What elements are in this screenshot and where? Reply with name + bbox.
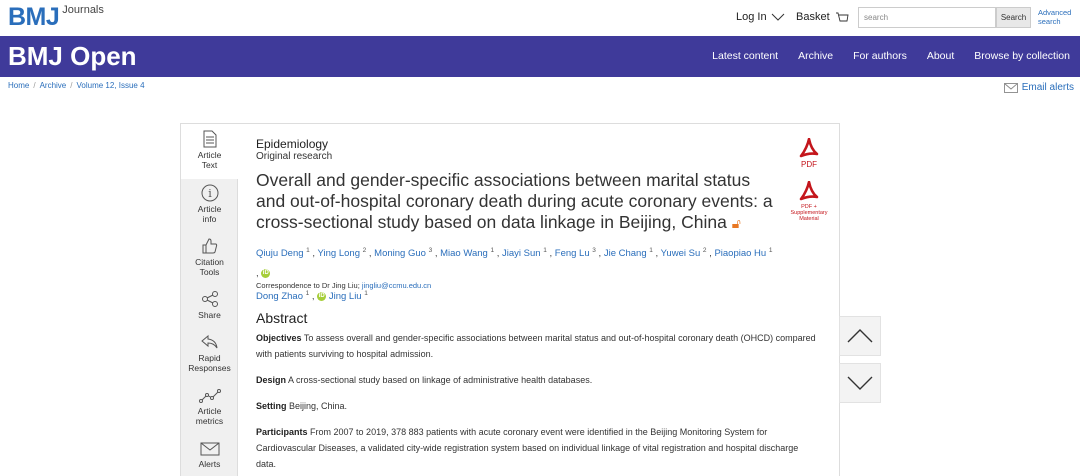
scroll-down-button[interactable]: [839, 363, 881, 403]
envelope-icon: [200, 441, 220, 457]
pdf-supplementary-link[interactable]: [783, 181, 835, 222]
metrics-icon: [199, 388, 221, 404]
abstract-section-text: Beijing, China.: [286, 401, 348, 411]
envelope-icon: [1004, 83, 1018, 93]
article-subject: Epidemiology: [256, 137, 329, 151]
bmj-logo[interactable]: [8, 2, 104, 32]
info-icon: [201, 184, 219, 202]
author-affiliation: 1: [305, 290, 310, 298]
tab-label: Article: [197, 406, 222, 416]
tab-share[interactable]: [181, 290, 238, 320]
author-affiliation: 3: [428, 247, 433, 254]
abstract-section: [256, 424, 816, 472]
author-affiliation: 1: [649, 247, 653, 254]
pdf-label: PDF: [801, 160, 817, 169]
pdf-download-link[interactable]: [783, 138, 835, 169]
open-access-icon: 🔓︎: [731, 215, 741, 231]
breadcrumb-volume[interactable]: Volume 12, Issue 4: [76, 81, 145, 90]
journal-title[interactable]: BMJ Open: [8, 41, 137, 71]
tab-label: Alerts: [198, 459, 221, 469]
tab-article-info[interactable]: [181, 184, 238, 224]
author-link[interactable]: Miao Wang: [440, 248, 488, 260]
tab-label: Share: [198, 310, 221, 320]
breadcrumb-separator: /: [70, 81, 73, 90]
correspondence: [256, 281, 431, 290]
pdf-icon: [799, 138, 819, 160]
tab-label: Article: [197, 150, 222, 160]
svg-text:i: i: [207, 187, 212, 200]
basket-link[interactable]: [796, 11, 849, 23]
tab-citation-tools[interactable]: [181, 237, 238, 277]
author-link[interactable]: Moning Guo: [374, 248, 426, 260]
author-link[interactable]: Piaopiao Hu: [714, 248, 767, 260]
author-link[interactable]: Feng Lu: [554, 248, 590, 260]
login-link[interactable]: [736, 11, 785, 23]
article-side-tabs: [181, 124, 238, 476]
author-affiliation: 2: [362, 247, 367, 254]
nav-about[interactable]: About: [926, 50, 955, 62]
journal-bar: [0, 36, 1080, 77]
tab-label: metrics: [195, 416, 224, 426]
author-link[interactable]: Qiuju Deng: [256, 248, 304, 260]
author-affiliation: 1: [364, 290, 368, 298]
breadcrumb-archive[interactable]: Archive: [39, 81, 67, 90]
author-affiliation: 1: [543, 247, 547, 254]
chevron-down-icon: [847, 376, 873, 390]
nav-for-authors[interactable]: For authors: [853, 50, 907, 62]
abstract-section-label: Design: [256, 375, 287, 385]
share-icon: [201, 290, 219, 308]
nav-browse-by-collection[interactable]: Browse by collection: [974, 50, 1070, 62]
abstract-heading: Abstract: [256, 310, 308, 326]
top-header: [0, 0, 1080, 36]
abstract-section-label: Objectives: [256, 333, 302, 343]
abstract-section-label: Setting: [256, 401, 287, 411]
abstract-body: [256, 330, 816, 476]
breadcrumb: [8, 81, 145, 90]
author-list: Qiuju Deng $^1$ , Ying Long $^2$ , Moning Guo $^3$ , Miao Wang $^1$ , Jiayi Sun $^1$ , Feng Lu $^3$ , Jie Chang $^1$ , Yuwei Su $^2$ , Piaopiao Hu $^1$ , iD Dong Zhao $^1$ , iD Jing Liu $^1$: [256, 247, 773, 303]
abstract-section-text: From 2007 to 2019, 378 883 patients with acute coronary event were identified in the Beijing Monitoring System for Cardiovascular Diseases, a validated city-wide registration system based on individual linkage of vital registration and hospital discharge data.: [256, 427, 799, 469]
journal-nav: [712, 50, 1070, 62]
reply-icon: [200, 333, 220, 351]
article-title-text: Overall and gender-specific associations between marital status and out-of-hospital coronary death during acute coronary events: a cross-sectional study based on data linkage in Beijing, China: [256, 170, 773, 232]
nav-latest-content[interactable]: Latest content: [712, 50, 779, 62]
abstract-section: [256, 330, 816, 362]
author-affiliation: 2: [702, 247, 707, 254]
tab-label: Citation: [195, 257, 224, 267]
abstract-section-label: Participants: [256, 427, 308, 437]
author-link[interactable]: Jing Liu: [328, 291, 362, 303]
pdf-supp-label: Supplementary: [790, 210, 828, 216]
orcid-icon[interactable]: iD: [318, 293, 325, 300]
article-type: Original research: [256, 151, 333, 162]
login-label: Log In: [736, 11, 767, 23]
logo-subtitle: Journals: [62, 4, 104, 16]
tab-label: Responses: [188, 363, 231, 373]
author-affiliation: 1: [768, 247, 773, 254]
pdf-links: [783, 138, 835, 222]
author-link[interactable]: Dong Zhao: [256, 291, 304, 303]
tab-article-metrics[interactable]: [181, 388, 238, 426]
breadcrumb-home[interactable]: Home: [8, 81, 30, 90]
abstract-section-text: To assess overall and gender-specific associations between marital status and out-of-hospital coronary death (OHCD) compared with patients surviving to hospital admission.: [256, 333, 816, 359]
author-link[interactable]: Ying Long: [317, 248, 360, 260]
scroll-up-button[interactable]: [839, 316, 881, 356]
breadcrumb-separator: /: [33, 81, 36, 90]
pdf-supp-label: Material: [799, 216, 819, 222]
author-link[interactable]: Jie Chang: [603, 248, 647, 260]
correspondence-label: Correspondence to Dr Jing Liu;: [256, 281, 360, 290]
tab-label: info: [202, 214, 217, 224]
basket-icon: [835, 12, 849, 23]
basket-label: Basket: [796, 11, 830, 23]
correspondence-email-link[interactable]: jingliu@ccmu.edu.cn: [361, 281, 432, 290]
tab-article-text[interactable]: [181, 124, 238, 179]
chevron-up-icon: [847, 329, 873, 343]
nav-archive[interactable]: Archive: [798, 50, 834, 62]
advanced-search-link[interactable]: Advanced search: [1038, 8, 1072, 26]
chevron-down-icon: [771, 12, 785, 22]
tab-label: Article: [197, 204, 222, 214]
tab-alerts[interactable]: [181, 441, 238, 469]
tab-rapid-responses[interactable]: [181, 333, 238, 373]
abstract-section-text: A cross-sectional study based on linkage of administrative health databases.: [286, 375, 593, 385]
author-link[interactable]: Jiayi Sun: [502, 248, 541, 260]
article-title: [256, 170, 776, 234]
author-affiliation: 3: [592, 247, 596, 254]
tab-label: Tools: [199, 267, 220, 277]
pdf-supp-label: PDF +: [801, 204, 817, 210]
author-affiliation: 1: [490, 247, 495, 254]
logo-text: BMJ: [8, 3, 60, 31]
orcid-icon[interactable]: iD: [262, 270, 269, 277]
article-panel: [180, 123, 840, 476]
search-input[interactable]: [858, 7, 996, 28]
author-affiliation: 1: [306, 247, 310, 254]
abstract-section: [256, 398, 816, 414]
pdf-icon: [799, 181, 819, 203]
tab-label: Rapid: [198, 353, 221, 363]
author-link[interactable]: Yuwei Su: [660, 248, 701, 260]
thumbs-up-icon: [201, 237, 219, 255]
email-alerts-link[interactable]: [1004, 82, 1074, 93]
email-alerts-label: Email alerts: [1021, 82, 1074, 93]
abstract-section: [256, 372, 816, 388]
search-button[interactable]: Search: [996, 7, 1031, 28]
tab-label: Text: [201, 160, 218, 170]
document-icon: [203, 130, 217, 148]
